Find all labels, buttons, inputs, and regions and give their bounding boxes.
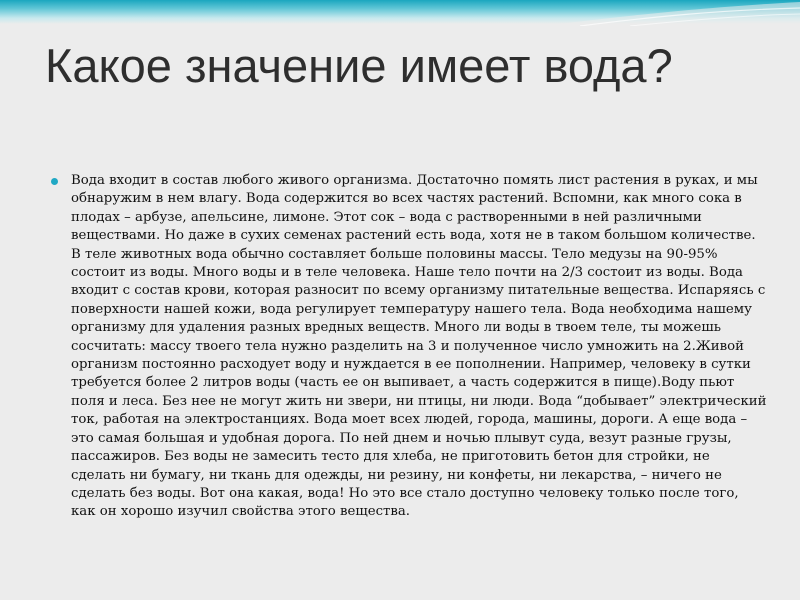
bullet-text: Вода входит в состав любого живого организма. Достаточно помять лист растения в руках, и мы обнаружим в нем влагу. Вода содержится во всех частях растений. Вспомни, как много сока в плодах – арбузе, апельсине, лимоне. Этот сок – вода с растворенными в ней различными веществами. Но даже в сухих семенах растений есть вода, хотя не в таком большом количестве. В теле животных вода обычно составляет больше половины массы. Тело медузы на 90-95% состоит из воды. Много воды и в теле человека. Наше тело почти на 2/3 состоит из воды. Вода входит с состав крови, которая разносит по всему организму питательные вещества. Испаряясь с поверхности нашей кожи, вода регулирует температуру нашего тела. Вода необходима нашему организму для удаления разных вредных веществ. Много ли воды в твоем теле, ты можешь сосчитать: массу твоего тела нужно разделить на 3 и полученное число умножить на 2.Живой организм постоянно расходует воду и нуждается в ее пополнении. Например, человеку в сутки требуется более 2 литров воды (часть ее он выпивает, а часть содержится в пище).Воду пьют поля и леса. Без нее не могут жить ни звери, ни птицы, ни люди. Вода “добывает” электрический ток, работая на электростанциях. Вода моет всех людей, города, машины, дороги. А еще вода – это самая большая и удобная дорога. По ней днем и ночью плывут суда, везут разные грузы, пассажиров. Без воды не замесить тесто для хлеба, не приготовить бетон для стройки, не сделать ни бумагу, ни ткань для одежды, ни резину, ни конфеты, ни лекарства, – ничего не сделать без воды. Вот она какая, вода! Но это все стало доступно человеку только после того, как он хорошо изучил свойства этого вещества. (71, 173, 767, 520)
wave-decoration-icon (540, 0, 800, 26)
bullet-list (51, 172, 767, 522)
slide-title: Какое значение имеет вода? (45, 39, 673, 92)
list-item (51, 172, 767, 522)
bullet-dot-icon (51, 178, 58, 185)
